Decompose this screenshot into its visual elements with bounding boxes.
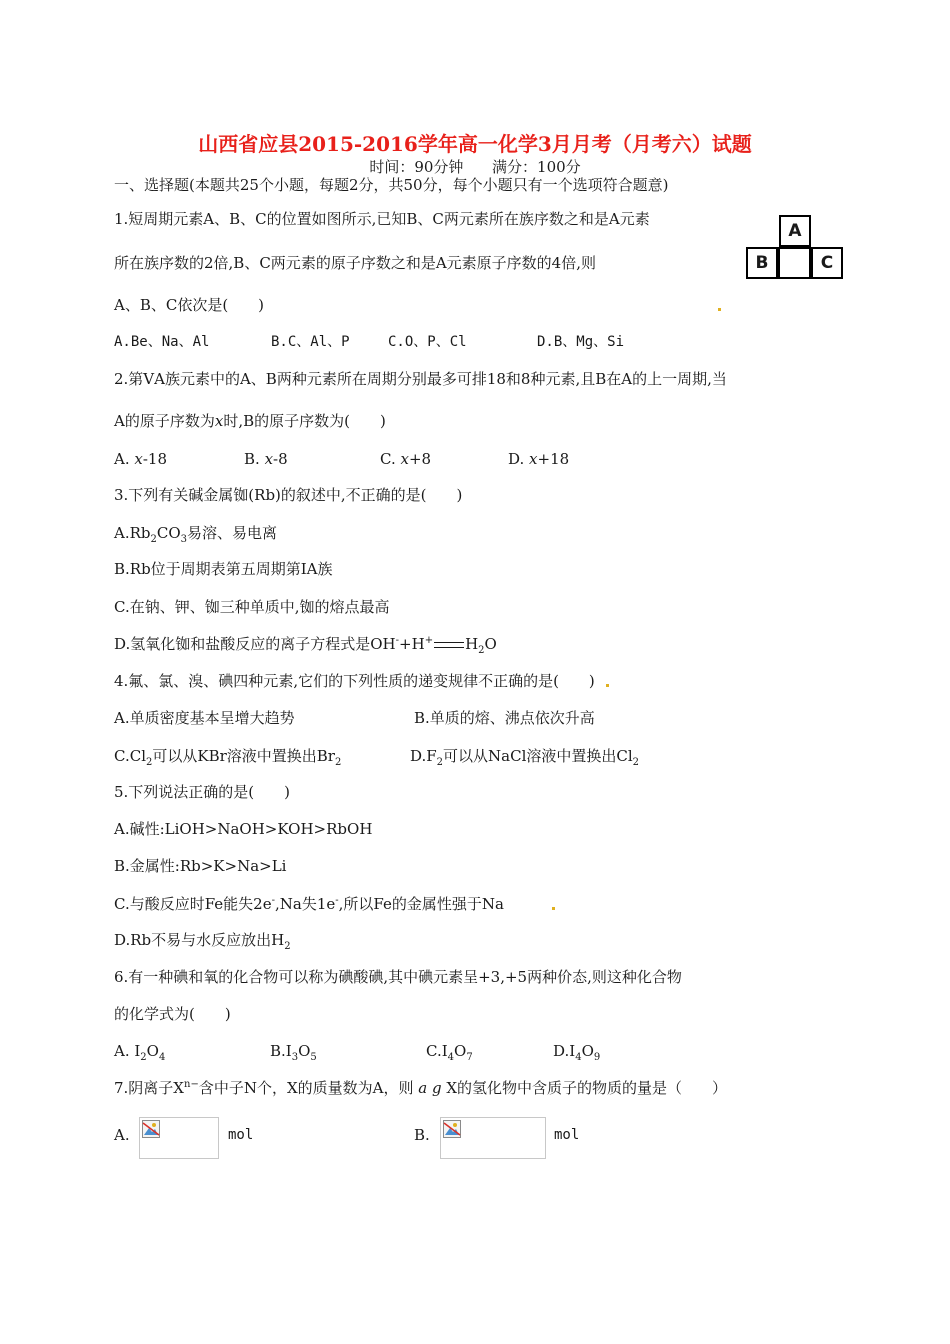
q2-line1: 2.第ⅤA族元素中的A、B两种元素所在周期分别最多可排18和8种元素,且B在A的上一周期,当 (114, 370, 727, 388)
q5-option-c: C.与酸反应时Fe能失2e-,Na失1e-,所以Fe的金属性强于Na (114, 895, 504, 913)
mark-dot (606, 684, 609, 687)
page-title: 山西省应县2015-2016学年高一化学3月月考（月考六）试题 (198, 132, 752, 156)
grid-cell-empty (778, 247, 811, 279)
exam-info (0, 156, 950, 177)
q1-line3: A、B、C依次是( ) (114, 296, 265, 314)
q6-line2: 的化学式为( ) (114, 1005, 231, 1023)
q6-option-c: $C.I_4O_7$ (426, 1042, 473, 1063)
q7-option-a-label: A. (114, 1126, 130, 1144)
q6-option-d: $D.I_4O_9$ (553, 1042, 601, 1063)
q2-option-d: D. x+18 (508, 450, 570, 468)
q5-option-b: B.金属性:Rb>K>Na>Li (114, 857, 287, 875)
broken-image-placeholder (139, 1117, 219, 1159)
q3-option-b: B.Rb位于周期表第五周期第ⅠA族 (114, 560, 333, 578)
q2-option-c: C. x+8 (380, 450, 432, 468)
q1-option-d: D.B、Mg、Si (537, 334, 625, 350)
q1-line2: 所在族序数的2倍,B、C两元素的原子序数之和是A元素原子序数的4倍,则 (114, 254, 596, 272)
q4-option-c: $C.Cl_2$可以从KBr溶液中置换出$Br_2$ (114, 747, 342, 768)
q5-option-a: A.碱性:LiOH>NaOH>KOH>RbOH (114, 820, 373, 838)
grid-cell-a: A (779, 215, 811, 247)
q2-line2: A的原子序数为x时,B的原子序数为( ) (114, 412, 386, 430)
mark-dot (718, 308, 721, 311)
broken-image-icon (443, 1120, 461, 1138)
q6-option-b: $B.I_3O_5$ (270, 1042, 317, 1063)
q3-stem: 3.下列有关碱金属铷(Rb)的叙述中,不正确的是( ) (114, 486, 463, 504)
q3-option-a: $A.Rb_2CO_3$易溶、易电离 (114, 524, 278, 545)
equals-sign (434, 642, 464, 648)
q1-line1: 1.短周期元素A、B、C的位置如图所示,已知B、C两元素所在族序数之和是A元素 (114, 210, 650, 228)
time-label: 时间：90分钟 (369, 158, 464, 176)
grid-cell-c: C (811, 247, 843, 279)
broken-image-icon (142, 1120, 160, 1138)
q3-option-d: D.氢氧化铷和盐酸反应的离子方程式是OH-+H+ $H_2O$ (114, 635, 497, 656)
q6-line1: 6.有一种碘和氧的化合物可以称为碘酸碘,其中碘元素呈+3,+5两种价态,则这种化合物 (114, 968, 682, 986)
mark-dot (552, 907, 555, 910)
q2-option-b: B. x-8 (244, 450, 288, 468)
section-heading: 一、选择题(本题共25个小题，每题2分，共50分，每个小题只有一个选项符合题意) (114, 176, 669, 194)
q4-option-a: A.单质密度基本呈增大趋势 (114, 709, 295, 727)
q6-option-a: A. $I_2O_4$ (114, 1042, 166, 1063)
q7-option-b-label: B. (414, 1126, 430, 1144)
q1-option-b: B.C、Al、P (271, 334, 350, 350)
q4-stem: 4.氟、氯、溴、碘四种元素,它们的下列性质的递变规律不正确的是( ) (114, 672, 595, 690)
q1-option-c: C.O、P、Cl (388, 334, 467, 350)
score-label: 满分：100分 (492, 158, 581, 176)
q7-option-a-unit: mol (228, 1127, 254, 1143)
q3-option-c: C.在钠、钾、铷三种单质中,铷的熔点最高 (114, 598, 390, 616)
q4-option-b: B.单质的熔、沸点依次升高 (414, 709, 595, 727)
q7-option-b-unit: mol (554, 1127, 580, 1143)
broken-image-placeholder (440, 1117, 546, 1159)
q5-stem: 5.下列说法正确的是( ) (114, 783, 291, 801)
q5-option-d: D.Rb不易与水反应放出$H_2$ (114, 931, 291, 952)
q7-stem: 7.阴离子$X^{n-}$含中子N个，X的质量数为A，则 a g X的氢化物中含质子的物质的量是（ ） (114, 1079, 728, 1097)
q4-option-d: $D.F_2$可以从NaCl溶液中置换出$Cl_2$ (410, 747, 640, 768)
q2-option-a: A. x-18 (114, 450, 167, 468)
q1-option-a: A.Be、Na、Al (114, 334, 210, 350)
grid-cell-b: B (746, 247, 778, 279)
